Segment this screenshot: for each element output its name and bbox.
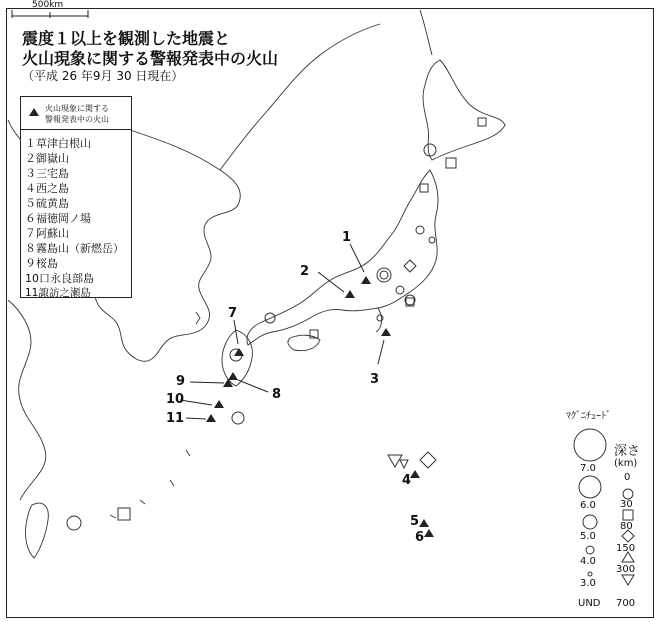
map-label-6: 6 (415, 530, 425, 545)
depth-square-80 (623, 510, 633, 520)
magnitude-legend-title: ﾏｸﾞﾆﾁｭｰﾄﾞ (566, 411, 611, 422)
volcano-marker-4 (410, 470, 420, 478)
volcano-markers (206, 276, 434, 537)
volcano-marker-2 (345, 290, 355, 298)
legend-volcano-item: ３三宅島 (25, 167, 69, 180)
ryukyu-island-4 (110, 515, 116, 518)
map-label-3: 3 (370, 372, 380, 387)
magnitude-circle-3 (588, 572, 592, 576)
quake-marker (388, 455, 402, 467)
taiwan-coast (25, 503, 48, 558)
legend-volcano-text-2: 警報発表中の火山 (45, 115, 109, 124)
map-label-7: 7 (228, 306, 238, 321)
arrow-1 (350, 244, 364, 272)
depth-inverted-triangle-700 (622, 575, 634, 585)
title-line-1: 震度１以上を観測した地震と (22, 29, 231, 48)
legend-volcano-icon (29, 107, 41, 117)
map-label-11: 11 (166, 411, 185, 426)
volcano-marker-8 (228, 372, 238, 380)
quake-marker (377, 268, 391, 282)
map-label-5: 5 (410, 514, 420, 529)
quake-marker (67, 516, 81, 530)
arrow-11 (186, 418, 206, 419)
quake-marker (420, 452, 436, 468)
arrow-8 (238, 380, 268, 392)
volcano-marker-3 (381, 328, 391, 336)
legend-volcano-item: ８霧島山（新燃岳） (25, 242, 124, 255)
magnitude-circle-4 (586, 546, 594, 554)
legend-volcano-item: ６福徳岡ノ場 (25, 212, 91, 225)
quake-marker (416, 226, 424, 234)
scale-bar-label: 500km (32, 0, 64, 10)
magnitude-value: 7.0 (580, 463, 596, 474)
depth-value: 30 (620, 499, 633, 510)
volcano-legend (20, 96, 132, 298)
legend-volcano-item: 11諏訪之瀬島 (25, 287, 91, 299)
magnitude-value: 3.0 (580, 578, 596, 589)
depth-legend-title: 深さ (614, 444, 641, 459)
volcano-marker-1 (361, 276, 371, 284)
arrow-3 (378, 340, 384, 364)
date-label: （平成 26 年9月 30 日現在） (22, 69, 184, 83)
map-label-2: 2 (300, 264, 310, 279)
honshu-coast (247, 170, 438, 345)
map-label-10: 10 (166, 392, 185, 407)
arrow-7 (234, 320, 238, 344)
legend-volcano-item: ７阿蘇山 (25, 227, 69, 240)
volcano-marker-5 (419, 519, 429, 527)
legend-volcano-item: 10口永良部島 (25, 272, 94, 285)
sakhalin-coast (420, 10, 432, 55)
tsushima-coast (196, 312, 200, 324)
map-label-4: 4 (402, 473, 412, 488)
magnitude-value: 5.0 (580, 531, 596, 542)
depth-value: 700 (616, 598, 636, 609)
quake-marker (400, 460, 408, 468)
china-coast (8, 300, 46, 500)
depth-value: 0 (624, 472, 631, 483)
magnitude-value: 6.0 (580, 500, 596, 511)
depth-value: 150 (616, 543, 636, 554)
depth-circle-30 (623, 489, 633, 499)
izu-coast (376, 308, 382, 332)
legend-divider (21, 129, 131, 130)
quake-marker (380, 271, 388, 279)
map-label-8: 8 (272, 387, 282, 402)
depth-value: 80 (620, 521, 633, 532)
quake-marker (424, 144, 436, 156)
magnitude-value: 4.0 (580, 556, 596, 567)
quake-marker (396, 286, 404, 294)
ryukyu-island-2 (170, 480, 174, 486)
quake-marker (404, 260, 416, 272)
legend-volcano-item: ２御嶽山 (25, 152, 69, 165)
legend-volcano-item: ５硫黄島 (25, 197, 69, 210)
quake-marker (232, 412, 244, 424)
map-label-9: 9 (176, 374, 186, 389)
quake-marker (377, 315, 383, 321)
volcano-marker-10 (214, 400, 224, 408)
legend-volcano-item: １草津白根山 (25, 137, 91, 150)
map-label-1: 1 (342, 230, 352, 245)
depth-legend-unit: (km) (614, 458, 638, 469)
quake-marker (118, 508, 130, 520)
ryukyu-island-3 (140, 500, 145, 504)
hokkaido-coast (423, 60, 505, 160)
und-label: UND (578, 598, 601, 609)
arrow-9 (190, 382, 224, 383)
legend-volcano-text-1: 火山現象に関する (45, 104, 109, 113)
legend-volcano-item: ４西之島 (25, 182, 69, 195)
legend-volcano-item: ９桜島 (25, 257, 58, 270)
volcano-marker-11 (206, 414, 216, 422)
magnitude-circle-5 (583, 515, 597, 529)
quake-marker (478, 118, 486, 126)
volcano-marker-6 (424, 529, 434, 537)
magnitude-circle-6 (579, 476, 601, 498)
ryukyu-island-1 (186, 450, 190, 456)
arrow-10 (180, 400, 212, 405)
quake-marker (446, 158, 456, 168)
quake-marker (420, 184, 428, 192)
title-line-2: 火山現象に関する警報発表中の火山 (22, 49, 279, 68)
magnitude-circle-7 (574, 429, 606, 461)
depth-value: 300 (616, 564, 636, 575)
quake-marker (429, 237, 435, 243)
